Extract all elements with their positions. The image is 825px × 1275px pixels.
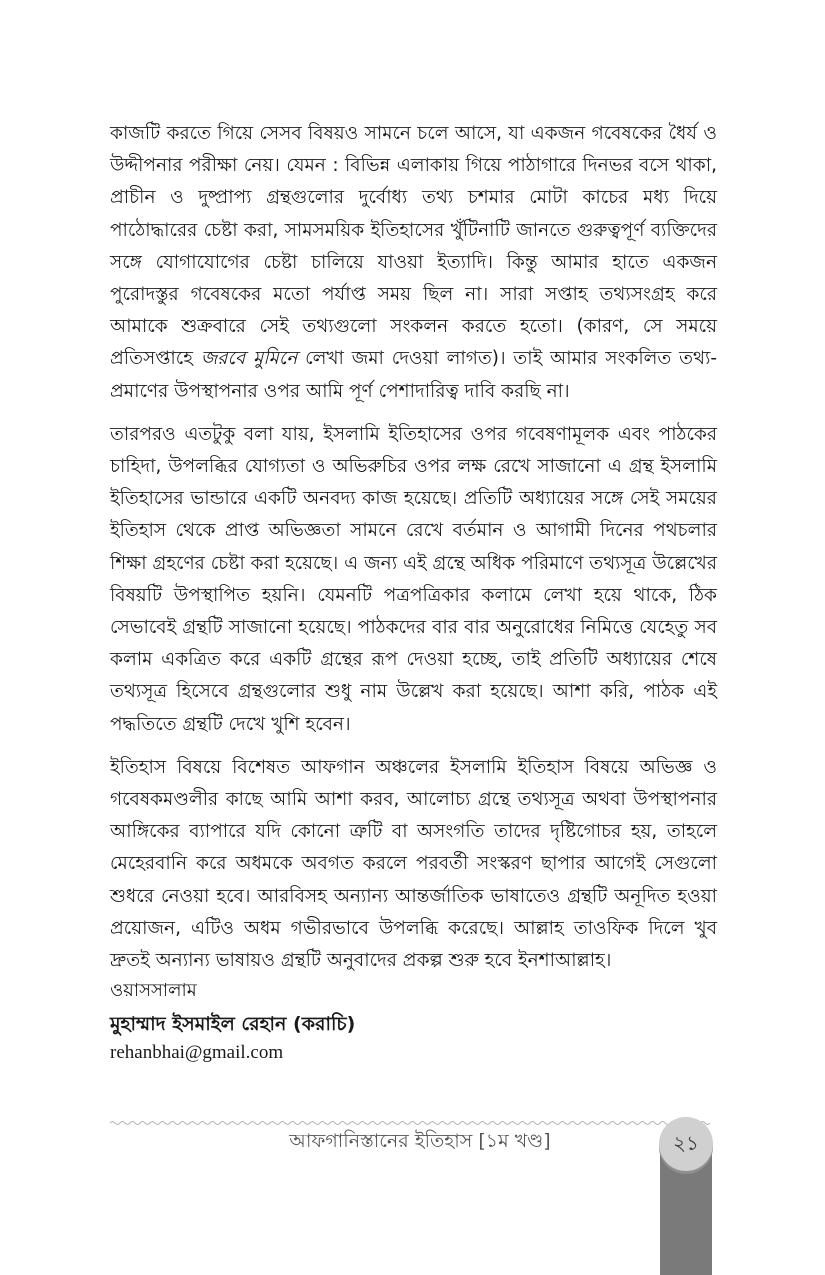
paragraph-3: [110, 752, 717, 977]
paragraph-3-text: ইতিহাস বিষয়ে বিশেষত আফগান অঞ্চলের ইসলামি ইতিহাস বিষয়ে অভিজ্ঞ ও গবেষকমণ্ডলীর কাছে আমি আশা করব, আলোচ্য গ্রন্থে তথ্যসূত্র অথবা উপস্থাপনার আঙ্গিকের ব্যাপারে যদি কোনো ত্রুটি বা অসংগতি তাদের দৃষ্টিগোচর হয়, তাহলে মেহেরবানি করে অধমকে অবগত করলে পরবর্তী সংস্করণ ছাপার আগেই সেগুলো শুধরে নেওয়া হবে। আরবিসহ অন্যান্য আন্তর্জাতিক ভাষাতেও গ্রন্থটি অনূদিত হওয়া প্রয়োজন, এটিও অধম গভীরভাবে উপলব্ধি করেছে। আল্লাহ তাওফিক দিলে খুব দ্রুতই অন্যান্য ভাষায়ও গ্রন্থটি অনুবাদের প্রকল্প শুরু হবে ইনশাআল্লাহ।: [110, 756, 717, 972]
paragraph-1-text-b: লেখা জমা দেওয়া লাগত)। তাই আমার সংকলিত তথ্য-প্রমাণের উপস্থাপনার ওপর আমি পূর্ণ পেশাদারিত্ব দাবি করছি না।: [110, 348, 718, 402]
running-footer-title: আফগানিস্তানের ইতিহাস [১ম খণ্ড]: [289, 1130, 551, 1152]
paragraph-2-text: তারপরও এতটুকু বলা যায়, ইসলামি ইতিহাসের ওপর গবেষণামূলক এবং পাঠকের চাহিদা, উপলব্ধির যোগ্যতা ও অভিরুচির ওপর লক্ষ রেখে সাজানো এ গ্রন্থ ইসলামি ইতিহাসের ভান্ডারে একটি অনবদ্য কাজ হয়েছে। প্রতিটি অধ্যায়ের সঙ্গে সেই সময়ের ইতিহাস থেকে প্রাপ্ত অভিজ্ঞতা সামনে রেখে বর্তমান ও আগামী দিনের পথচলার শিক্ষা গ্রহণের চেষ্টা করা হয়েছে। এ জন্য এই গ্রন্থে অধিক পরিমাণে তথ্যসূত্র উল্লেখের বিষয়টি উপস্থাপিত হয়নি। যেমনটি পত্রপত্রিকার কলামে লেখা হয়ে থাকে, ঠিক সেভাবেই গ্রন্থটি সাজানো হয়েছে। পাঠকদের বার বার অনুরোধের নিমিত্তে যেহেতু সব কলাম একত্রিত করে একটি গ্রন্থের রূপ দেওয়া হচ্ছে, তাই প্রতিটি অধ্যায়ের শেষে তথ্যসূত্র হিসেবে গ্রন্থগুলোর শুধু নাম উল্লেখ করা হয়েছে। আশা করি, পাঠক এই পদ্ধতিতে গ্রন্থটি দেখে খুশি হবেন।: [110, 423, 717, 735]
paragraph-1-text-a: কাজটি করতে গিয়ে সেসব বিষয়ও সামনে চলে আসে, যা একজন গবেষকের ধৈর্য ও উদ্দীপনার পরীক্ষা নেয়। যেমন : বিভিন্ন এলাকায় গিয়ে পাঠাগারে দিনভর বসে থাকা, প্রাচীন ও দুষ্প্রাপ্য গ্রন্থগুলোর দুর্বোধ্য তথ্য চশমার মোটা কাচের মধ্য দিয়ে পাঠোদ্ধারের চেষ্টা করা, সামসময়িক ইতিহাসের খুঁটিনাটি জানতে গুরুত্বপূর্ণ ব্যক্তিদের সঙ্গে যোগাযোগের চেষ্টা চালিয়ে যাওয়া ইত্যাদি। কিন্তু আমার হাতে একজন পুরোদস্তুর গবেষকের মতো পর্যাপ্ত সময় ছিল না। সারা সপ্তাহ তথ্যসংগ্রহ করে আমাকে শুক্রবারে সেই তথ্যগুলো সংকলন করতে হতো। (কারণ, সে সময়ে প্রতিসপ্তাহে: [110, 123, 717, 370]
paragraph-2: [110, 419, 717, 741]
salutation: ওয়াসসালাম: [110, 980, 197, 1001]
body-text: [110, 118, 717, 988]
newspaper-name: জরবে মুমিনে: [200, 348, 298, 370]
page-number: ২১: [673, 1131, 699, 1155]
author-email: rehanbhai@gmail.com: [110, 1042, 284, 1063]
paragraph-1: [110, 118, 717, 408]
author-signature: মুহাম্মাদ ইসমাইল রেহান (করাচি): [110, 1013, 356, 1035]
closing-block: [110, 976, 510, 1066]
footer-divider: [110, 1120, 710, 1126]
page-number-badge: [659, 1117, 713, 1171]
